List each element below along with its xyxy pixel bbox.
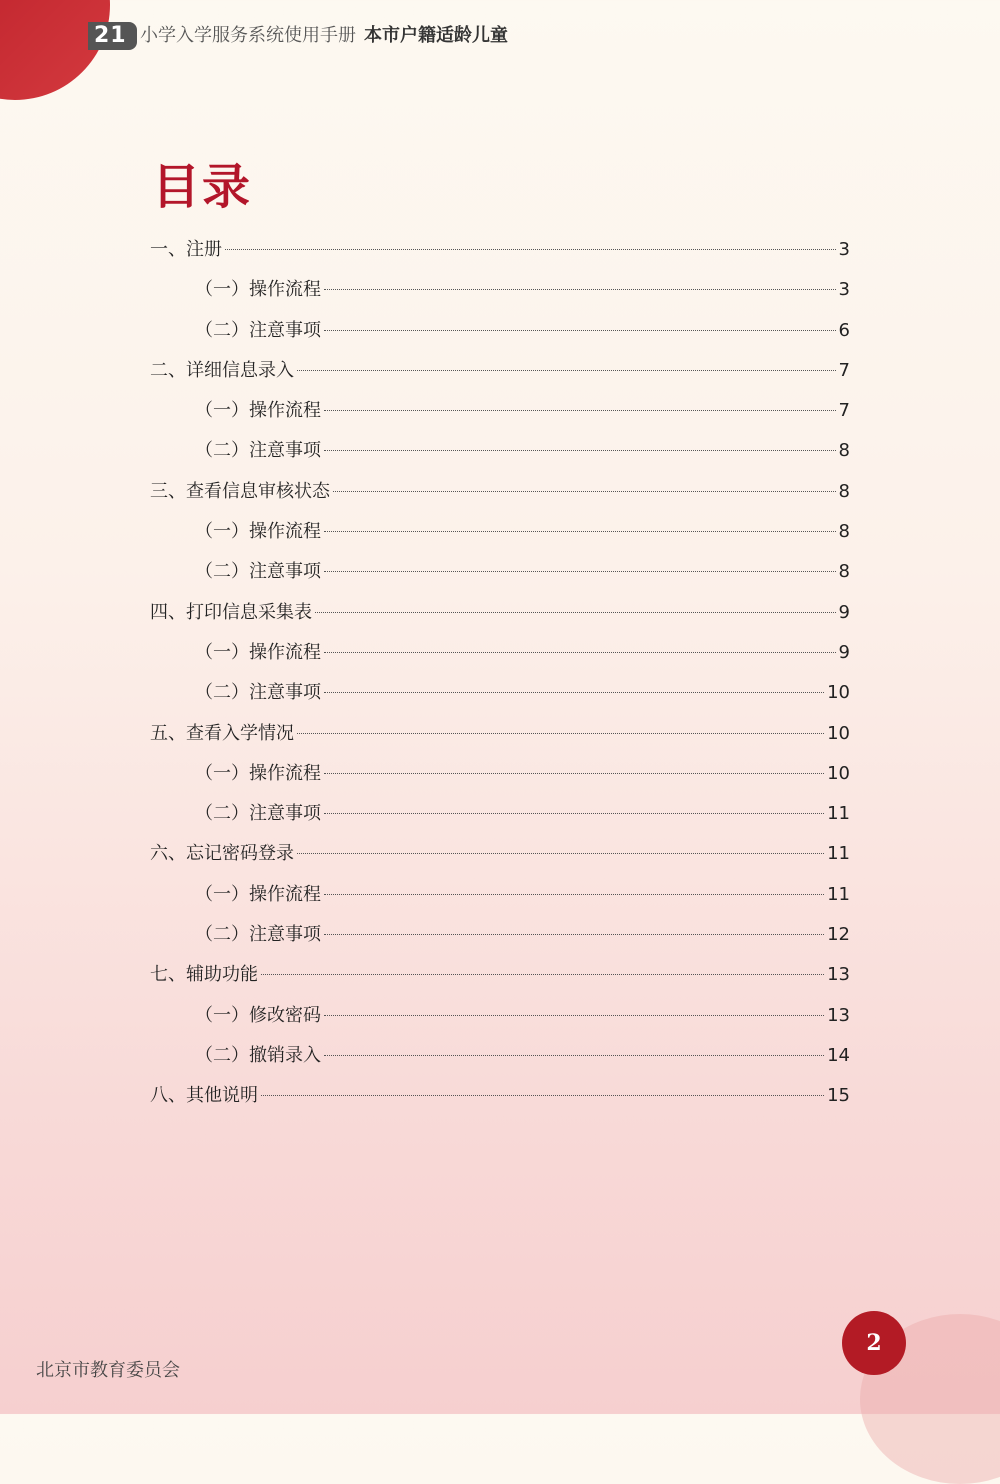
toc-entry-label: 八、其他说明 — [150, 1085, 258, 1107]
toc-leader-dots — [333, 491, 836, 492]
toc-entry-page: 7 — [838, 359, 850, 381]
toc-leader-dots — [324, 773, 824, 774]
toc-entry[interactable] — [150, 673, 850, 713]
toc-entry-page: 11 — [827, 843, 850, 865]
year-badge: 21 — [88, 22, 137, 50]
toc-leader-dots — [297, 370, 836, 371]
toc-leader-dots — [324, 330, 836, 331]
toc-leader-dots — [297, 733, 824, 734]
toc-leader-dots — [261, 974, 824, 975]
toc-entry-page: 6 — [838, 319, 850, 341]
toc-entry[interactable] — [150, 351, 850, 391]
toc-entry[interactable] — [150, 1076, 850, 1116]
toc-entry[interactable] — [150, 270, 850, 310]
toc-entry[interactable] — [150, 512, 850, 552]
toc-leader-dots — [261, 1095, 824, 1096]
toc-entry[interactable] — [150, 552, 850, 592]
toc-entry[interactable] — [150, 472, 850, 512]
toc-entry-page: 10 — [827, 722, 850, 744]
footer-organization: 北京市教育委员会 — [36, 1360, 180, 1381]
manual-title: 小学入学服务系统使用手册 — [140, 25, 356, 46]
toc-entry-label: （一）操作流程 — [195, 521, 321, 543]
toc-entry-page: 8 — [838, 521, 850, 543]
toc-entry-page: 10 — [827, 682, 850, 704]
toc-entry-page: 14 — [827, 1044, 850, 1066]
toc-entry[interactable] — [150, 955, 850, 995]
toc-heading: 目录 — [152, 159, 253, 215]
toc-entry[interactable] — [150, 633, 850, 673]
toc-entry[interactable] — [150, 996, 850, 1036]
toc-leader-dots — [324, 934, 824, 935]
toc-entry[interactable] — [150, 714, 850, 754]
toc-entry-label: 一、注册 — [150, 239, 222, 260]
toc-entry-page: 9 — [838, 641, 850, 663]
toc-entry[interactable] — [150, 794, 850, 834]
toc-entry-label: 五、查看入学情况 — [150, 722, 294, 744]
toc-entry-label: 二、详细信息录入 — [150, 359, 294, 381]
toc-entry-page: 8 — [838, 440, 850, 462]
toc-leader-dots — [324, 1055, 824, 1056]
toc-entry-label: （一）操作流程 — [195, 762, 321, 784]
toc-entry-page: 3 — [838, 239, 850, 260]
toc-entry-page: 8 — [838, 480, 850, 502]
toc-entry-label: 四、打印信息采集表 — [150, 601, 312, 623]
toc-leader-dots — [324, 289, 836, 290]
toc-entry-label: 三、查看信息审核状态 — [150, 480, 330, 502]
toc-leader-dots — [324, 894, 824, 895]
corner-decoration-top-left — [0, 0, 110, 100]
toc-entry-label: 六、忘记密码登录 — [150, 843, 294, 865]
toc-entry-label: （二）注意事项 — [195, 682, 321, 704]
toc-leader-dots — [297, 853, 824, 854]
toc-entry-label: （一）操作流程 — [195, 883, 321, 905]
toc-entry-label: （二）注意事项 — [195, 924, 321, 946]
toc-entry-label: 七、辅助功能 — [150, 964, 258, 986]
toc-entry[interactable] — [150, 834, 850, 874]
toc-entry-page: 8 — [838, 561, 850, 583]
toc-entry[interactable] — [150, 230, 850, 270]
manual-subtitle: 本市户籍适龄儿童 — [364, 25, 508, 46]
toc-entry-label: （二）注意事项 — [195, 561, 321, 583]
toc-entry[interactable] — [150, 391, 850, 431]
toc-entry-page: 7 — [838, 400, 850, 422]
toc-entry-label: （二）注意事项 — [195, 319, 321, 341]
page-number-badge: 2 — [842, 1311, 906, 1375]
toc-entry[interactable] — [150, 915, 850, 955]
toc-leader-dots — [324, 652, 836, 653]
toc-entry[interactable] — [150, 875, 850, 915]
toc-entry[interactable] — [150, 754, 850, 794]
toc-entry-page: 3 — [838, 279, 850, 301]
toc-entry[interactable] — [150, 593, 850, 633]
toc-leader-dots — [324, 571, 836, 572]
toc-entry[interactable] — [150, 431, 850, 471]
toc-leader-dots — [324, 1015, 824, 1016]
toc-entry-label: （二）撤销录入 — [195, 1044, 321, 1066]
toc-entry-label: （二）注意事项 — [195, 803, 321, 825]
toc-leader-dots — [324, 450, 836, 451]
toc-entry-page: 13 — [827, 964, 850, 986]
toc-entry-label: （二）注意事项 — [195, 440, 321, 462]
toc-entry-label: （一）操作流程 — [195, 279, 321, 301]
toc-entry-page: 13 — [827, 1004, 850, 1026]
toc-entry-page: 15 — [827, 1085, 850, 1107]
toc-leader-dots — [324, 692, 824, 693]
toc-leader-dots — [324, 813, 824, 814]
toc-leader-dots — [225, 249, 836, 250]
toc-leader-dots — [324, 410, 836, 411]
table-of-contents — [150, 230, 850, 1117]
toc-leader-dots — [324, 531, 836, 532]
toc-entry-page: 10 — [827, 762, 850, 784]
toc-entry-page: 9 — [838, 601, 850, 623]
toc-entry-page: 11 — [827, 803, 850, 825]
toc-entry-page: 12 — [827, 924, 850, 946]
toc-entry-label: （一）操作流程 — [195, 641, 321, 663]
toc-leader-dots — [315, 612, 836, 613]
toc-entry[interactable] — [150, 311, 850, 351]
toc-entry[interactable] — [150, 1036, 850, 1076]
toc-entry-page: 11 — [827, 883, 850, 905]
document-header — [140, 22, 508, 50]
toc-entry-label: （一）修改密码 — [195, 1004, 321, 1026]
toc-entry-label: （一）操作流程 — [195, 400, 321, 422]
